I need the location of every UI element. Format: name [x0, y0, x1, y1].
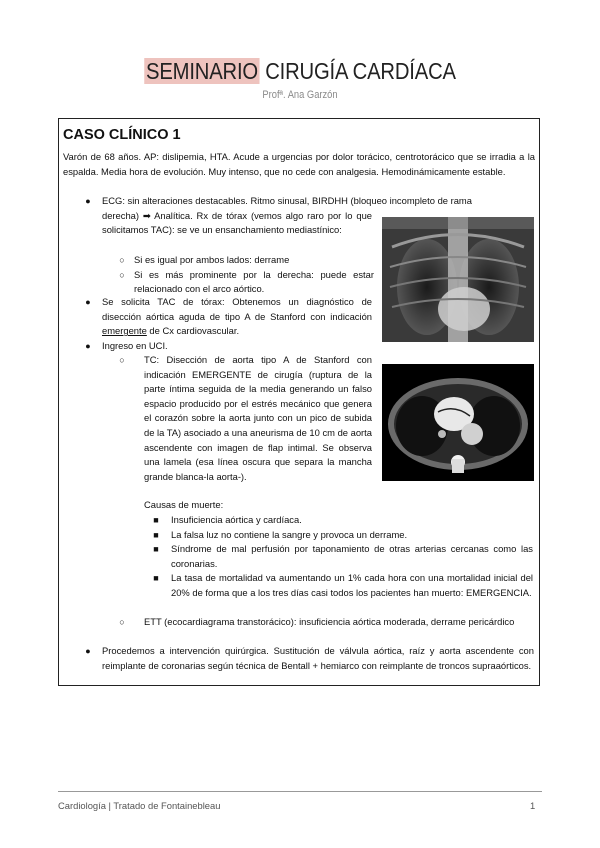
- ecg-line-2: derecha) ➡ Analítica. Rx de tórax (vemos algo raro por lo que solicitamos TAC): se ve un ensanchamiento mediastínico:: [102, 209, 372, 236]
- tac-text-post: de Cx cardiovascular.: [146, 325, 240, 337]
- sub-bullet: ○: [119, 617, 125, 627]
- chest-xray-image: [382, 217, 534, 342]
- sub-bullet: ○: [119, 255, 125, 265]
- sub-bullet: ○: [119, 269, 125, 280]
- ingreso-text: Ingreso en UCI.: [102, 340, 168, 351]
- square-bullet: ■: [153, 573, 159, 584]
- ct-scan-image: [382, 364, 534, 481]
- tac-text-pre: Se solicita TAC de tórax: Obtenemos un diagnóstico de disección aórtica aguda de tipo A de Stanford con indicación: [102, 296, 372, 322]
- ett-paragraph: ETT (ecocardiagrama transtorácico): insuficiencia aórtica moderada, derrame pericárdico: [144, 616, 515, 627]
- document-title: [144, 58, 456, 85]
- square-bullet: ■: [153, 529, 159, 540]
- tac-underlined-word: emergente: [102, 325, 147, 337]
- bullet: ●: [85, 341, 91, 351]
- square-bullet: ■: [153, 515, 159, 525]
- chest-xray-graphic: [382, 217, 534, 342]
- bullet: ●: [85, 297, 91, 307]
- tc-paragraph: TC: Disección de aorta tipo A de Stanford con indicación EMERGENTE de cirugía (ruptura de la parte íntima seguida de la media generando un falso espacio producido por el estrés mecánico que genera el corazón sobre la aorta junto con un pico de subida de la TA) asociado a una aneurisma de 10 cm de aorta ascendente con imagen de flap intimal. Se observa una lamela (esa línea oscura que separa la mancha grande blanca-la aorta-).: [144, 354, 372, 482]
- square-bullet: ■: [153, 544, 159, 555]
- page-number: 1: [530, 800, 536, 811]
- causa-item: La falsa luz no contiene la sangre y provoca un derrame.: [171, 528, 408, 540]
- case-box: [58, 118, 540, 686]
- sub-item-1: Si es igual por ambos lados: derrame: [134, 254, 290, 265]
- footer-divider: [58, 791, 542, 792]
- tac-paragraph: [102, 295, 372, 339]
- author-subtitle: Profª. Ana Garzón: [262, 89, 338, 101]
- ecg-line-1: ECG: sin alteraciones destacables. Ritmo sinusal, BIRDHH (bloqueo incompleto de rama: [102, 195, 472, 206]
- sub-item-2: Si es más prominente por la derecha: puede estar relacionado con el arco aórtico.: [134, 268, 374, 295]
- causa-item: La tasa de mortalidad va aumentando un 1% cada hora con una mortalidad inicial del 20% de forma que a los tres días casi todos los pacientes han muerto: EMERGENCIA.: [171, 572, 533, 598]
- bullet: ●: [85, 196, 91, 206]
- sub-bullet: ○: [119, 355, 125, 365]
- case-title: CASO CLÍNICO 1: [63, 127, 181, 143]
- ct-scan-graphic: [382, 364, 534, 481]
- causas-title: Causas de muerte:: [144, 499, 224, 510]
- case-intro: Varón de 68 años. AP: dislipemia, HTA. Acude a urgencias por dolor torácico, centrotorácico que se irradia a la espalda. Media hora de evolución. Muy intenso, que no cede con analgesia. Hemodinámicamente estable.: [63, 151, 535, 177]
- procedimiento-paragraph: Procedemos a intervención quirúrgica. Sustitución de válvula aórtica, raíz y aorta ascendente con reimplante de coronarias según técnica de Bentall + hemiarco con reimplante de troncos supraaórticos.: [102, 645, 534, 671]
- title-rest: CIRUGÍA CARDÍACA: [259, 58, 456, 84]
- page-header: [0, 58, 600, 85]
- title-highlight: SEMINARIO: [145, 58, 258, 84]
- bullet: ●: [85, 646, 91, 656]
- footer-text: Cardiología | Tratado de Fontainebleau: [58, 800, 221, 811]
- causa-item: Insuficiencia aórtica y cardíaca.: [171, 514, 302, 525]
- causa-item: Síndrome de mal perfusión por taponamiento de otras arterias cercanas como las coronarias.: [171, 543, 533, 569]
